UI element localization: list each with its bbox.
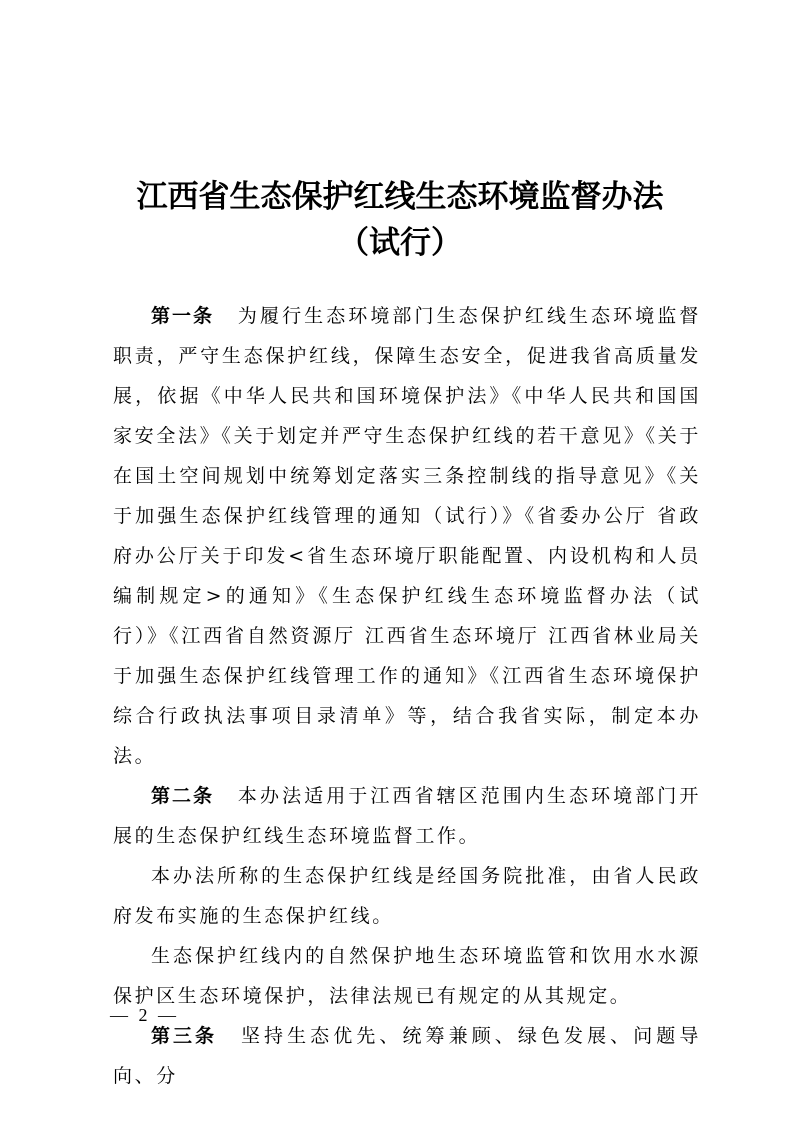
document-title-block [0, 174, 800, 266]
paragraph-text: 本办法适用于江西省辖区范围内生态环境部门开展的生态保护红线生态环境监督工作。 [113, 785, 701, 847]
document-subtitle: （试行） [338, 225, 462, 261]
page-number: — 2 — [110, 1005, 179, 1025]
document-body [113, 296, 701, 1096]
paragraph-text: 坚持生态优先、统筹兼顾、绿色发展、问题导向、分 [113, 1025, 701, 1087]
paragraph-article-1 [113, 296, 701, 776]
article-heading: 第二条 [151, 785, 214, 807]
paragraph-text: 本办法所称的生态保护红线是经国务院批准，由省人民政府发布实施的生态保护红线。 [113, 865, 701, 927]
paragraph-article-3 [113, 1016, 701, 1096]
document-title: 江西省生态保护红线生态环境监督办法 [136, 179, 664, 215]
paragraph-article-2-exception [113, 936, 701, 1016]
article-heading: 第一条 [151, 305, 214, 327]
paragraph-article-2-definition [113, 856, 701, 936]
paragraph-text: 为履行生态环境部门生态保护红线生态环境监督职责，严守生态保护红线，保障生态安全，促进我省高质量发展，依据《中华人民共和国环境保护法》《中华人民共和国国家安全法》《关于划定并严守生态保护红线的若干意见》《关于在国土空间规划中统筹划定落实三条控制线的指导意见》《关于加强生态保护红线管理的通知（试行）》《省委办公厅 省政府办公厅关于印发<省生态环境厅职能配置、内设机构和人员编制规定>的通知》《生态保护红线生态环境监督办法（试行）》《江西省自然资源厅 江西省生态环境厅 江西省林业局关于加强生态保护红线管理工作的通知》《江西省生态环境保护综合行政执法事项目录清单》等，结合我省实际，制定本办法。 [113, 305, 701, 767]
paragraph-text: 生态保护红线内的自然保护地生态环境监管和饮用水水源保护区生态环境保护，法律法规已有规定的从其规定。 [113, 945, 701, 1007]
article-heading: 第三条 [151, 1025, 217, 1047]
paragraph-article-2 [113, 776, 701, 856]
